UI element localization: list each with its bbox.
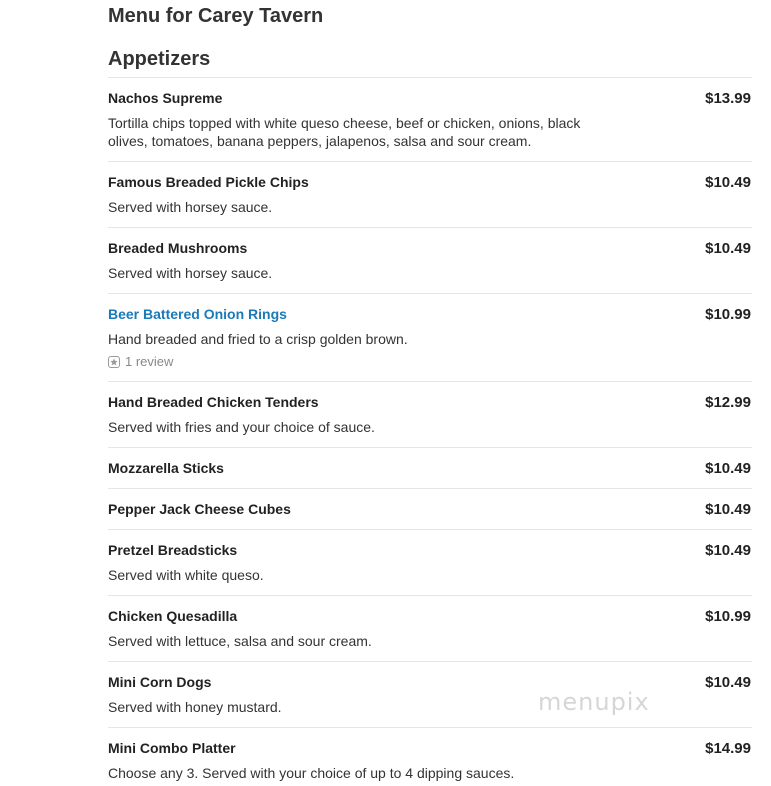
item-description: Served with horsey sauce.	[108, 265, 273, 281]
item-description: Hand breaded and fried to a crisp golden brown.	[108, 331, 408, 347]
item-price: $10.49	[705, 501, 751, 518]
item-name: Pretzel Breadsticks	[108, 542, 238, 558]
item-price: $10.49	[705, 460, 751, 477]
menu-items-list	[108, 77, 752, 786]
item-name: Hand Breaded Chicken Tenders	[108, 394, 319, 410]
star-icon	[108, 356, 120, 368]
menu-item	[108, 489, 752, 530]
item-description: Served with lettuce, salsa and sour cream.	[108, 633, 372, 649]
item-name: Pepper Jack Cheese Cubes	[108, 501, 291, 517]
item-price: $12.99	[705, 394, 751, 411]
item-price: $10.99	[705, 608, 751, 625]
menu-item	[108, 448, 752, 489]
menu-item	[108, 78, 752, 162]
item-price: $14.99	[705, 740, 751, 757]
item-name: Chicken Quesadilla	[108, 608, 238, 624]
menu-page	[108, 0, 752, 786]
item-price: $10.49	[705, 240, 751, 257]
item-name: Mini Combo Platter	[108, 740, 236, 756]
item-name: Famous Breaded Pickle Chips	[108, 174, 309, 190]
menu-item	[108, 294, 752, 382]
menu-item	[108, 530, 752, 596]
menu-item	[108, 596, 752, 662]
review-count: 1 review	[125, 354, 174, 369]
menu-item	[108, 382, 752, 448]
item-price: $10.49	[705, 674, 751, 691]
item-price: $10.99	[705, 306, 751, 323]
item-name: Nachos Supreme	[108, 90, 223, 106]
menu-item	[108, 228, 752, 294]
review-link[interactable]	[108, 354, 752, 370]
item-description: Served with fries and your choice of sauce.	[108, 419, 375, 435]
menu-item	[108, 662, 752, 728]
item-price: $10.49	[705, 542, 751, 559]
watermark-logo: menupix	[538, 688, 650, 716]
item-price: $13.99	[705, 90, 751, 107]
section-title: Appetizers	[108, 48, 211, 70]
item-name: Breaded Mushrooms	[108, 240, 248, 256]
item-description: Served with white queso.	[108, 567, 264, 583]
menu-item	[108, 728, 752, 786]
item-name: Mini Corn Dogs	[108, 674, 212, 690]
item-price: $10.49	[705, 174, 751, 191]
item-description: Served with honey mustard.	[108, 699, 282, 715]
item-name: Mozzarella Sticks	[108, 460, 224, 476]
item-name-link[interactable]: Beer Battered Onion Rings	[108, 306, 287, 322]
page-title: Menu for Carey Tavern	[108, 5, 324, 27]
item-description: Choose any 3. Served with your choice of up to 4 dipping sauces.	[108, 765, 515, 781]
menu-item	[108, 162, 752, 228]
item-description: Served with horsey sauce.	[108, 199, 273, 215]
item-description: Tortilla chips topped with white queso cheese, beef or chicken, onions, black olives, tomatoes, banana peppers, jalapenos, salsa and sour cream.	[108, 115, 581, 149]
